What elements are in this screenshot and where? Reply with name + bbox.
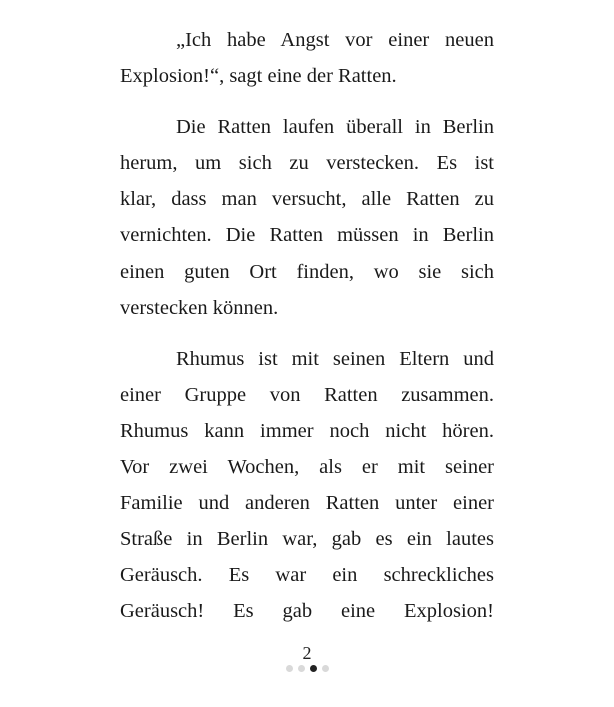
text-line: Vor zwei Wochen, als er mit seiner [120, 456, 494, 479]
page-indicator[interactable] [0, 665, 614, 672]
text-line: vernichten. Die Ratten müssen in Berlin [120, 224, 494, 247]
paragraph [120, 22, 494, 94]
text-line: Rhumus kann immer noch nicht hören. [120, 419, 494, 442]
text-line: Geräusch! Es gab eine Explosion! [120, 600, 494, 623]
text-line: einen guten Ort finden, wo sie sich [120, 260, 494, 283]
text-line: Familie und anderen Ratten unter einer [120, 492, 494, 515]
page-dot-current[interactable] [310, 665, 317, 672]
page-dot[interactable] [298, 665, 305, 672]
page-number: 2 [302, 643, 312, 663]
page-dot[interactable] [286, 665, 293, 672]
paragraph [120, 109, 494, 326]
page-body [120, 22, 494, 645]
text-line: klar, dass man versucht, alle Ratten zu [120, 188, 494, 211]
text-line: verstecken können. [120, 296, 279, 319]
text-line: Explosion!“, sagt eine der Ratten. [120, 65, 397, 88]
text-line: Die Ratten laufen überall in Berlin [176, 116, 494, 139]
paragraph [120, 341, 494, 630]
text-line: Rhumus ist mit seinen Eltern und [176, 347, 494, 370]
text-line: einer Gruppe von Ratten zusammen. [120, 383, 494, 406]
text-line: Straße in Berlin war, gab es ein lautes [120, 528, 494, 551]
text-line: Geräusch. Es war ein schreckliches [120, 564, 494, 587]
text-line: herum, um sich zu verstecken. Es ist [120, 152, 494, 175]
page-dot[interactable] [322, 665, 329, 672]
text-line: „Ich habe Angst vor einer neuen [176, 29, 494, 51]
